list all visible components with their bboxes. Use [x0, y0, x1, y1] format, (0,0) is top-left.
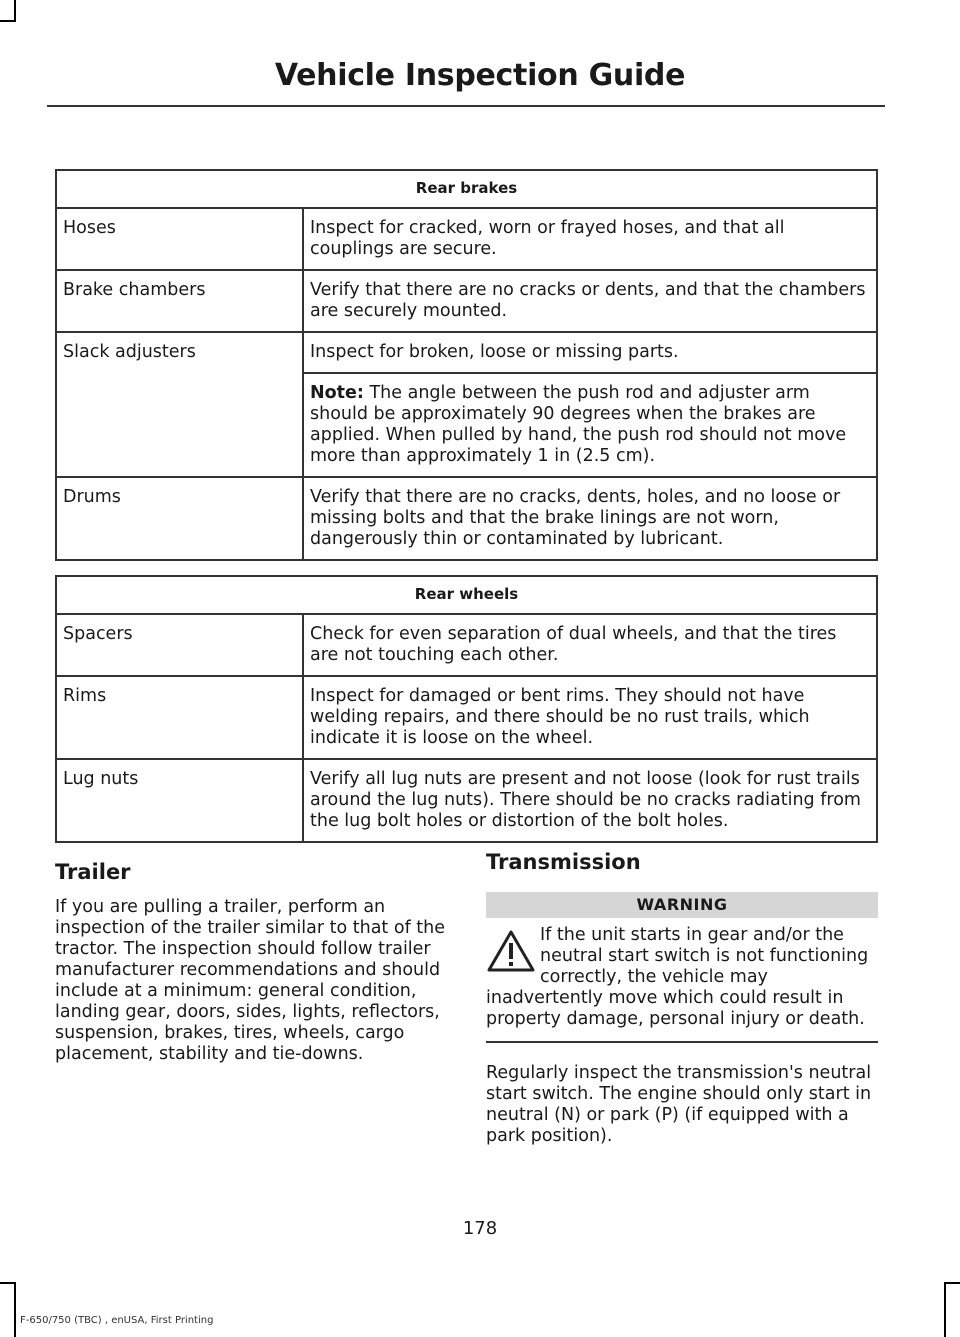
- table-row: [56, 676, 877, 759]
- trailer-body: If you are pulling a trailer, perform an inspection of the trailer similar to that of the tractor. The inspection should follow trailer manufacturer recommendations and should include at a minimum: general condition, landing gear, doors, sides, lights, reflectors, suspension, brakes, tires, wheels, cargo placement, stability and tie-downs.: [55, 897, 446, 1064]
- warning-text: If the unit starts in gear and/or the neutral start switch is not functioning correctly, the vehicle may inadvertently move which could result in property damage, personal injury or death.: [486, 925, 869, 1029]
- item-cell: Brake chambers: [56, 270, 303, 332]
- transmission-body-block: [486, 1063, 878, 1147]
- crop-mark-top-left-v: [14, 0, 16, 22]
- header-divider: [47, 105, 885, 107]
- crop-mark-bottom-right-h: [944, 1282, 960, 1284]
- print-info: F-650/750 (TBC) , enUSA, First Printing: [20, 1315, 214, 1326]
- transmission-body: Regularly inspect the transmission's neutral start switch. The engine should only start in neutral (N) or park (P) (if equipped with a park position).: [486, 1063, 872, 1146]
- trailer-heading: Trailer: [55, 860, 131, 884]
- crop-mark-top-left-h: [0, 20, 16, 22]
- page-number: 178: [462, 1218, 498, 1239]
- item-cell: Lug nuts: [56, 759, 303, 842]
- table-row: [56, 477, 877, 560]
- table-heading: Rear brakes: [56, 170, 877, 208]
- table-heading: Rear wheels: [56, 576, 877, 614]
- item-cell: Hoses: [56, 208, 303, 270]
- warning-box: [486, 925, 878, 1030]
- description-cell: Verify all lug nuts are present and not loose (look for rust trails around the lug nuts). There should be no cracks radiating from the lug bolt holes or distortion of the bolt holes.: [303, 759, 877, 842]
- table-row: [56, 208, 877, 270]
- note-text: The angle between the push rod and adjuster arm should be approximately 90 degrees when the brakes are applied. When pulled by hand, the push rod should not move more than approximately 1 in (2.5 cm).: [310, 383, 847, 466]
- page-title: Vehicle Inspection Guide: [274, 58, 686, 93]
- description-cell: Inspect for broken, loose or missing parts.: [303, 332, 877, 373]
- trailer-section: [55, 862, 447, 1065]
- transmission-heading: Transmission: [486, 850, 641, 874]
- description-cell: Verify that there are no cracks, dents, holes, and no loose or missing bolts and that the brake linings are not worn, dangerously thin or contaminated by lubricant.: [303, 477, 877, 560]
- item-cell: Spacers: [56, 614, 303, 676]
- description-cell: Inspect for cracked, worn or frayed hoses, and that all couplings are secure.: [303, 208, 877, 270]
- table-row: [56, 614, 877, 676]
- rear-brakes-table: [55, 169, 878, 561]
- description-cell: Inspect for damaged or bent rims. They should not have welding repairs, and there should be no rust trails, which indicate it is loose on the wheel.: [303, 676, 877, 759]
- description-cell: Verify that there are no cracks or dents, and that the chambers are securely mounted.: [303, 270, 877, 332]
- warning-divider: [486, 1041, 878, 1043]
- crop-mark-bottom-left-v: [14, 1282, 16, 1337]
- description-cell: Check for even separation of dual wheels, and that the tires are not touching each other.: [303, 614, 877, 676]
- table-row: [56, 759, 877, 842]
- item-cell: Rims: [56, 676, 303, 759]
- transmission-section: [486, 852, 878, 873]
- note-cell: [303, 373, 877, 477]
- crop-mark-bottom-left-h: [0, 1282, 16, 1284]
- item-cell: Slack adjusters: [56, 332, 303, 477]
- item-cell: Drums: [56, 477, 303, 560]
- warning-triangle-icon: [486, 929, 536, 973]
- table-row: [56, 332, 877, 373]
- warning-banner: WARNING: [486, 892, 878, 918]
- note-label: Note:: [310, 383, 364, 403]
- rear-wheels-table: [55, 575, 878, 843]
- table-row: [56, 270, 877, 332]
- crop-mark-bottom-right-v: [944, 1282, 946, 1337]
